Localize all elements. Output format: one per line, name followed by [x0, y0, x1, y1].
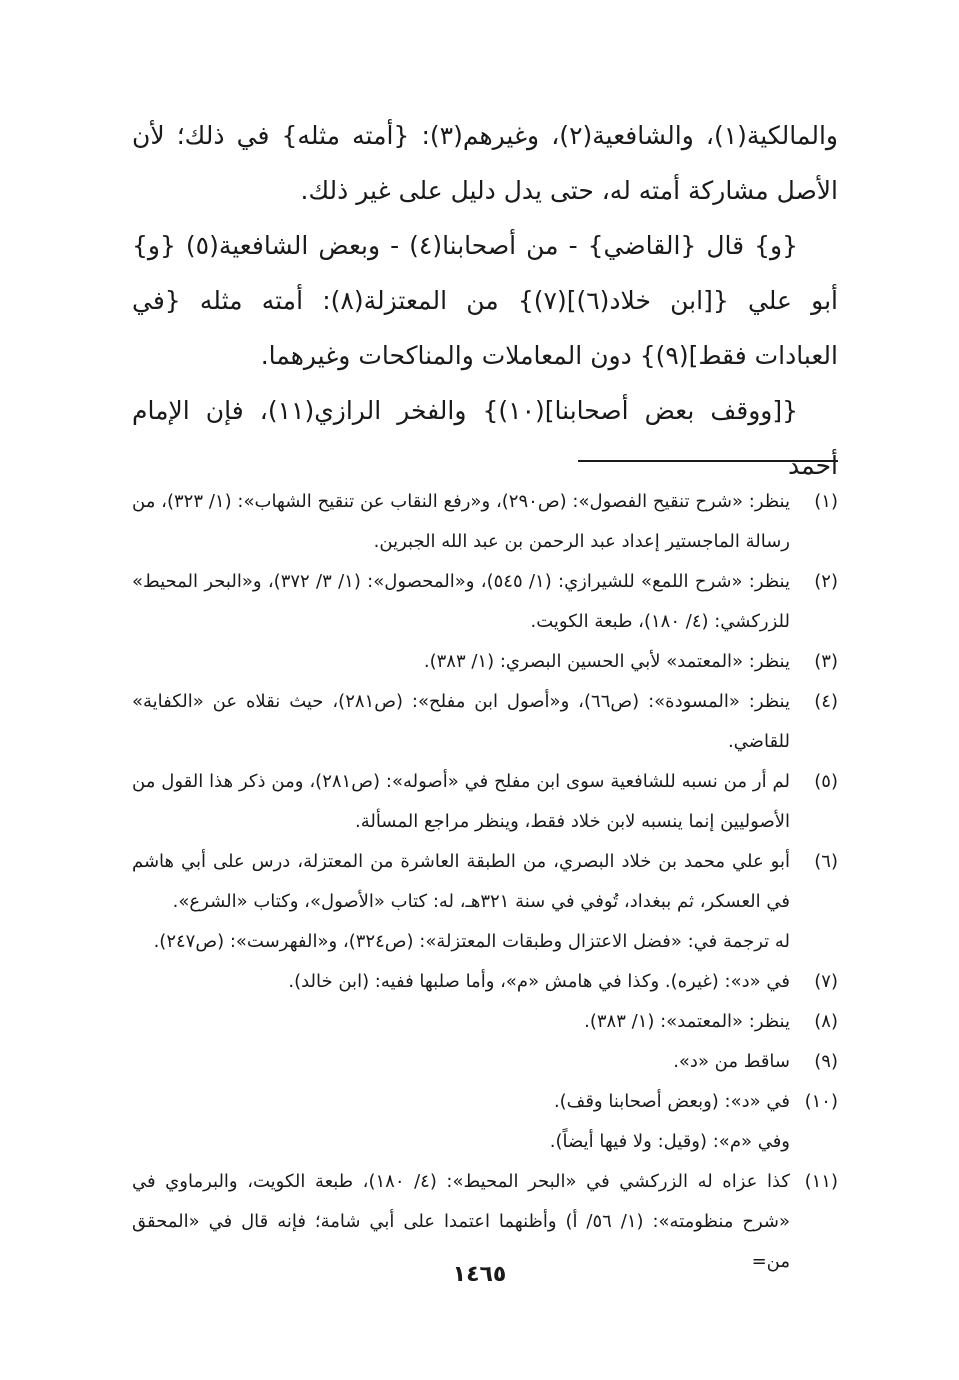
footnote-10 — [132, 1082, 838, 1162]
footnote-number: (٥) — [814, 771, 838, 792]
footnote-text: له ترجمة في: «فضل الاعتزال وطبقات المعتزلة»: (ص٣٢٤)، و«الفهرست»: (ص٢٤٧). — [153, 931, 790, 952]
footnote-text: كذا عزاه له الزركشي في «البحر المحيط»: (٤/ ١٨٠)، طبعة الكويت، والبرماوي في «شرح منظومته»: (١/ ٥٦/ أ) وأظنهما اعتمدا على أبي شامة؛ فإنه قال في «المحقق من= — [132, 1171, 791, 1272]
footnote-number: (٢) — [814, 571, 838, 592]
main-paragraph-1: والمالكية(١)، والشافعية(٢)، وغيرهم(٣): {أمته مثله} في ذلك؛ لأن الأصل مشاركة أمته له، حتى يدل دليل على غير ذلك. — [132, 121, 838, 205]
footnote-number: (٦) — [814, 851, 838, 872]
footnote-number: (١٠) — [804, 1091, 838, 1112]
footnote-text: في «د»: (وبعض أصحابنا وقف). — [553, 1091, 790, 1112]
main-paragraph-3: {[ووقف بعض أصحابنا](١٠)} والفخر الرازي(١١)، فإن الإمام أحمد — [132, 396, 838, 480]
page-number: ١٤٦٥ — [452, 1262, 507, 1287]
footnote-text: في «د»: (غيره). وكذا في هامش «م»، وأما صلبها ففيه: (ابن خالد). — [288, 971, 790, 992]
footnote-number: (٤) — [814, 691, 838, 712]
footnote-text: ينظر: «المسودة»: (ص٦٦)، و«أصول ابن مفلح»: (ص٢٨١)، حيث نقلاه عن «الكفاية» للقاضي. — [132, 691, 790, 752]
footnote-number: (١١) — [804, 1171, 838, 1192]
footnote-6 — [132, 842, 838, 962]
footnote-number: (٣) — [814, 651, 838, 672]
main-paragraph-2: {و} قال {القاضي} - من أصحابنا(٤) - وبعض الشافعية(٥) {و} أبو علي {[ابن خلاد(٦)](٧)} من المعتزلة(٨): أمته مثله {في العبادات فقط](٩)} دون المعاملات والمناكحات وغيرهما. — [132, 231, 838, 370]
footnote-number: (٧) — [814, 971, 838, 992]
footnote-number: (١) — [814, 491, 838, 512]
footnotes-section — [132, 482, 838, 1282]
footnote-text: وفي «م»: (وقيل: ولا فيها أيضاً). — [549, 1131, 790, 1152]
footnote-2 — [132, 562, 838, 642]
footnote-3 — [132, 642, 838, 682]
footnote-text: ينظر: «المعتمد»: (١/ ٣٨٣). — [584, 1011, 790, 1032]
footnote-9 — [132, 1042, 838, 1082]
footnote-8 — [132, 1002, 838, 1042]
footnote-text: أبو علي محمد بن خلاد البصري، من الطبقة العاشرة من المعتزلة، درس على أبي هاشم في العسكر، ثم ببغداد، تُوفي في سنة ٣٢١هـ، له: كتاب «الأصول»، وكتاب «الشرع». — [132, 851, 790, 912]
main-text-block — [132, 108, 838, 493]
footnote-1 — [132, 482, 838, 562]
footnote-number: (٨) — [814, 1011, 838, 1032]
footnote-divider — [578, 460, 838, 462]
footnote-4 — [132, 682, 838, 762]
footnote-text: ساقط من «د». — [673, 1051, 790, 1072]
footnote-text: ينظر: «شرح اللمع» للشيرازي: (١/ ٥٤٥)، و«المحصول»: (١/ ٣/ ٣٧٢)، و«البحر المحيط» للزركشي: (٤/ ١٨٠)، طبعة الكويت. — [132, 571, 790, 632]
footnote-text: ينظر: «المعتمد» لأبي الحسين البصري: (١/ ٣٨٣). — [423, 651, 790, 672]
footnote-number: (٩) — [814, 1051, 838, 1072]
footnote-5 — [132, 762, 838, 842]
footnote-text: ينظر: «شرح تنقيح الفصول»: (ص٢٩٠)، و«رفع النقاب عن تنقيح الشهاب»: (١/ ٣٢٣)، من رسالة الماجستير إعداد عبد الرحمن بن عبد الله الجبرين. — [132, 491, 790, 552]
footnote-7 — [132, 962, 838, 1002]
footnote-text: لم أر من نسبه للشافعية سوى ابن مفلح في «أصوله»: (ص٢٨١)، ومن ذكر هذا القول من الأصوليين إنما ينسبه لابن خلاد فقط، وينظر مراجع المسألة. — [132, 771, 790, 832]
